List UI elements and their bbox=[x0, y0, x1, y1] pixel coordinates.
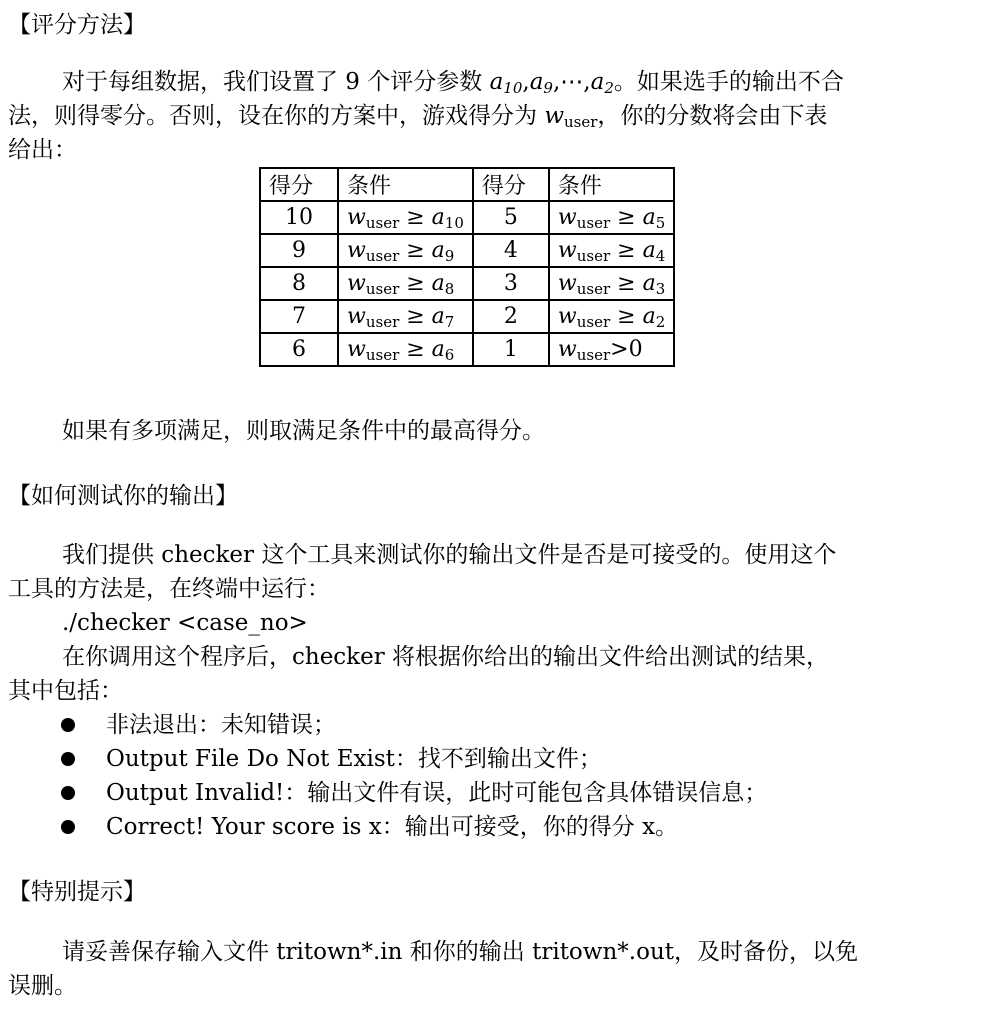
testing-line2: 工具的方法是，在终端中运行： bbox=[8, 576, 330, 602]
scoring-params: $a_{10},a_9,\cdots,a_2$ bbox=[489, 69, 614, 97]
table-row bbox=[260, 333, 674, 366]
header-score-2: 得分 bbox=[473, 168, 549, 201]
testing-line1: 我们提供 checker 这个工具来测试你的输出文件是否是可接受的。使用这个 bbox=[62, 542, 837, 568]
testing-line4: 其中包括： bbox=[8, 678, 123, 704]
score-cell: 9 bbox=[260, 234, 338, 267]
condition-cell: $w_{user} \ge a_9$ bbox=[338, 234, 473, 267]
bullet-item-1: 非法退出：未知错误； bbox=[106, 712, 336, 738]
bullet-dot-3 bbox=[61, 786, 75, 800]
tips-line2: 误删。 bbox=[8, 973, 77, 999]
table-row bbox=[260, 300, 674, 333]
tips-heading: 【特别提示】 bbox=[8, 879, 146, 905]
score-cell: 3 bbox=[473, 267, 549, 300]
table-row bbox=[260, 234, 674, 267]
header-score-1: 得分 bbox=[260, 168, 338, 201]
score-cell: 4 bbox=[473, 234, 549, 267]
condition-cell: $w_{user} \ge a_3$ bbox=[549, 267, 674, 300]
testing-line3: 在你调用这个程序后，checker 将根据你给出的输出文件给出测试的结果， bbox=[62, 644, 830, 670]
scoring-heading: 【评分方法】 bbox=[8, 12, 146, 38]
scoring-intro-line2: 法，则得零分。否则，设在你的方案中，游戏得分为 $w_{user}$，你的分数将会由下表 bbox=[8, 103, 828, 131]
score-cell: 1 bbox=[473, 333, 549, 366]
condition-cell: $w_{user} \ge a_{10}$ bbox=[338, 201, 473, 234]
table-row bbox=[260, 267, 674, 300]
testing-heading: 【如何测试你的输出】 bbox=[8, 483, 238, 509]
condition-cell: $w_{user} \ge a_6$ bbox=[338, 333, 473, 366]
condition-cell: $w_{user} \ge a_5$ bbox=[549, 201, 674, 234]
scoring-intro-line3: 给出： bbox=[8, 137, 77, 163]
bullet-item-2: Output File Do Not Exist：找不到输出文件； bbox=[106, 746, 602, 772]
condition-cell: $w_{user} \ge a_2$ bbox=[549, 300, 674, 333]
condition-cell: $w_{user} \ge a_4$ bbox=[549, 234, 674, 267]
score-cell: 6 bbox=[260, 333, 338, 366]
header-condition-1: 条件 bbox=[338, 168, 473, 201]
scoring-note: 如果有多项满足，则取满足条件中的最高得分。 bbox=[62, 418, 545, 444]
header-condition-2: 条件 bbox=[549, 168, 674, 201]
bullet-dot-2 bbox=[61, 752, 75, 766]
score-cell: 2 bbox=[473, 300, 549, 333]
tips-line1: 请妥善保存输入文件 tritown*.in 和你的输出 tritown*.out，及时备份，以免 bbox=[62, 939, 858, 965]
scoring-intro-line1: 对于每组数据，我们设置了 9 个评分参数 $a_{10},a_9,\cdots,a_2$。如果选手的输出不合 bbox=[62, 69, 844, 97]
table-header-row bbox=[260, 168, 674, 201]
bullet-item-4: Correct! Your score is x：输出可接受，你的得分 x。 bbox=[106, 814, 679, 840]
condition-cell: $w_{user} \ge a_7$ bbox=[338, 300, 473, 333]
score-cell: 8 bbox=[260, 267, 338, 300]
bullet-dot-4 bbox=[61, 820, 75, 834]
condition-cell: $w_{user} \ge a_8$ bbox=[338, 267, 473, 300]
score-cell: 5 bbox=[473, 201, 549, 234]
bullet-dot-1 bbox=[61, 718, 75, 732]
score-cell: 10 bbox=[260, 201, 338, 234]
score-cell: 7 bbox=[260, 300, 338, 333]
condition-cell: $w_{user}>0$ bbox=[549, 333, 674, 366]
bullet-item-3: Output Invalid!：输出文件有误，此时可能包含具体错误信息； bbox=[106, 780, 768, 806]
table-row bbox=[260, 201, 674, 234]
checker-command: ./checker <case_no> bbox=[62, 610, 308, 636]
score-table bbox=[259, 167, 675, 367]
